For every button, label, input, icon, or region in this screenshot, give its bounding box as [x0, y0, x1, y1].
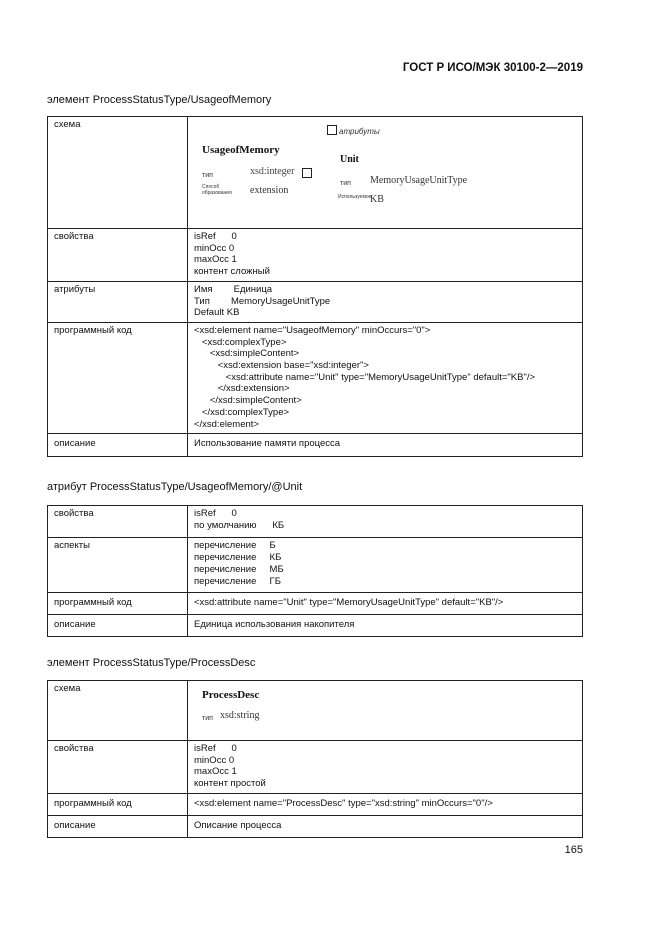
property-line: контент простой — [194, 778, 266, 790]
attribute-line: Тип MemoryUsageUnitType — [194, 295, 331, 307]
properties-cell — [188, 741, 583, 794]
code-line: </xsd:complexType> — [194, 406, 290, 418]
schema-diagram — [194, 683, 577, 731]
property-line: isRef 0 — [194, 508, 237, 519]
section-title-processdesc: элемент ProcessStatusType/ProcessDesc — [47, 657, 256, 669]
row-label-code: программный код — [48, 793, 188, 815]
description-cell: Описание процесса — [188, 815, 583, 838]
row-label-code: программный код — [48, 322, 188, 433]
property-line: maxOcc 1 — [194, 766, 237, 778]
code-line: <xsd:element name="UsageofMemory" minOccurs="0"> — [194, 324, 431, 336]
code-line: </xsd:extension> — [194, 383, 290, 395]
attribute-line: Имя Единица — [194, 283, 273, 295]
diagram-attr-type-label: тип — [340, 180, 351, 187]
code-line: <xsd:extension base="xsd:integer"> — [194, 360, 369, 372]
property-line: isRef 0 — [194, 743, 237, 754]
code-cell: <xsd:attribute name="Unit" type="MemoryUsageUnitType" default="KB"/> — [188, 593, 583, 615]
attributes-cell — [188, 281, 583, 322]
row-label-schema: схема — [48, 681, 188, 741]
row-label-facets: аспекты — [48, 538, 188, 593]
code-line: <xsd:attribute name="Unit" type="MemoryUsageUnitType" default="KB"/> — [194, 371, 536, 383]
schema-diagram-cell — [188, 681, 583, 741]
facet-line: перечисление МБ — [194, 563, 284, 575]
attributes-checkbox-icon — [327, 125, 337, 135]
property-line: по умолчанию КБ — [194, 519, 285, 531]
facet-line: перечисление Б — [194, 540, 276, 552]
page-number: 165 — [564, 844, 583, 856]
code-cell — [188, 322, 583, 433]
row-label-attributes: атрибуты — [48, 281, 188, 322]
row-label-properties: свойства — [48, 229, 188, 282]
row-label-code: программный код — [48, 593, 188, 615]
section-title-usageofmemory: элемент ProcessStatusType/UsageofMemory — [47, 94, 272, 106]
diagram-element-name: UsageofMemory — [202, 144, 280, 156]
code-line: <xsd:simpleContent> — [194, 348, 300, 360]
property-line: maxOcc 1 — [194, 254, 237, 266]
schema-diagram — [194, 119, 577, 219]
row-label-description: описание — [48, 614, 188, 636]
schema-diagram-cell — [188, 117, 583, 229]
row-label-properties: свойства — [48, 741, 188, 794]
diagram-type-value: xsd:integer — [250, 166, 295, 177]
row-label-description: описание — [48, 815, 188, 838]
row-label-properties: свойства — [48, 506, 188, 538]
usageofmemory-table — [47, 116, 583, 457]
facet-line: перечисление ГБ — [194, 575, 281, 587]
attribute-line: Default KB — [194, 307, 240, 319]
facets-cell — [188, 538, 583, 593]
diagram-default-label: Используемое — [338, 194, 372, 200]
unit-attribute-table — [47, 505, 583, 637]
property-line: minOcc 0 — [194, 242, 235, 254]
diagram-default-value: KB — [370, 194, 384, 205]
facet-line: перечисление КБ — [194, 552, 282, 564]
document-header: ГОСТ Р ИСО/МЭК 30100-2—2019 — [402, 62, 583, 74]
row-label-description: описание — [48, 434, 188, 457]
diagram-attr-type-value: MemoryUsageUnitType — [370, 175, 468, 186]
code-line: </xsd:simpleContent> — [194, 395, 302, 407]
row-label-schema: схема — [48, 117, 188, 229]
code-cell: <xsd:element name="ProcessDesc" type="xsd:string" minOccurs="0"/> — [188, 793, 583, 815]
description-cell: Единица использования накопителя — [188, 614, 583, 636]
diagram-element-name: ProcessDesc — [202, 689, 260, 701]
property-line: isRef 0 — [194, 231, 237, 242]
diagram-derivation-label: Способ образования — [202, 184, 232, 196]
processdesc-table — [47, 680, 583, 838]
diagram-type-label: тип — [202, 172, 213, 179]
diagram-attr-name: Unit — [340, 154, 359, 165]
code-line: <xsd:complexType> — [194, 336, 287, 348]
properties-cell — [188, 229, 583, 282]
extension-box-icon — [302, 168, 312, 178]
diagram-type-value: xsd:string — [220, 710, 260, 721]
diagram-type-label: тип — [202, 715, 213, 722]
attributes-box: атрибуты — [327, 125, 380, 138]
property-line: minOcc 0 — [194, 754, 235, 766]
code-line: </xsd:element> — [194, 418, 259, 430]
diagram-derivation-value: extension — [250, 185, 289, 196]
properties-cell — [188, 506, 583, 538]
section-title-unit-attribute: атрибут ProcessStatusType/UsageofMemory/@Unit — [47, 481, 303, 493]
description-cell: Использование памяти процесса — [188, 434, 583, 457]
property-line: контент сложный — [194, 266, 270, 278]
